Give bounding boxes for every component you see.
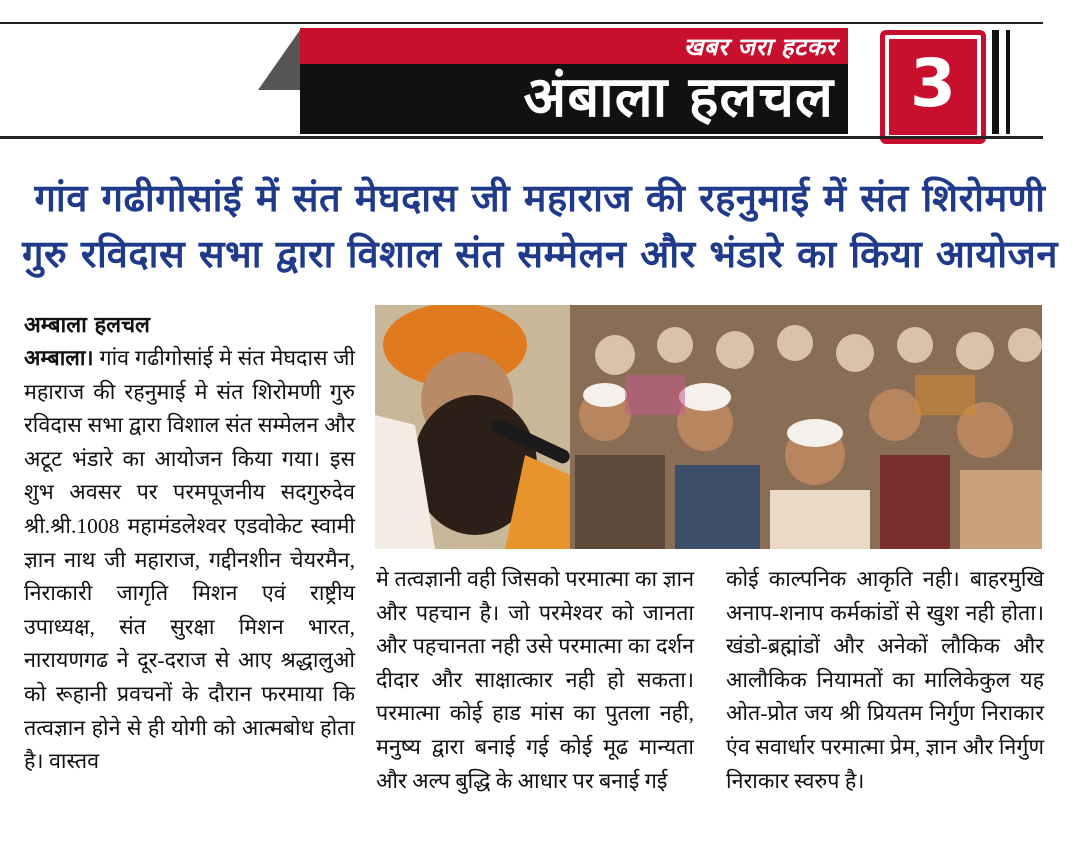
column-2-text: मे तत्वज्ञानी वही जिसको परमात्मा का ज्ञान और पहचान है। जो परमेश्वर को जानता और पहचानता नही उसे परमात्मा का दर्शन दीदार और साक्षात्कार नही हो सकता। परमात्मा कोई हाड मांस का पुतला नही, मनुष्य द्वारा बनाई गई कोई मूढ मान्यता और अल्प बुद्धि के आधार पर बनाई गई — [376, 567, 694, 793]
article-headline — [20, 170, 1060, 282]
masthead-bottom-rule — [0, 136, 1043, 139]
masthead-tagline-bar — [300, 28, 848, 64]
masthead-bar-thick — [992, 30, 999, 134]
article-photo — [375, 305, 1042, 549]
masthead-top-rule — [0, 22, 1043, 24]
headline-line-1: गांव गढीगोसांई में संत मेघदास जी महाराज की रहनुमाई में संत शिरोमणी — [34, 176, 1046, 220]
article-column-2 — [376, 563, 694, 798]
headline-line-2: गुरु रविदास सभा द्वारा विशाल संत सम्मेलन और भंडारे का किया आयोजन — [22, 232, 1058, 276]
article-column-3 — [726, 563, 1044, 798]
masthead-tagline: खबर जरा हटकर — [683, 33, 836, 61]
article-byline: अम्बाला हलचल — [24, 313, 150, 338]
masthead-title-bar — [300, 64, 848, 134]
masthead — [0, 0, 1080, 140]
photo-illustration — [375, 305, 1042, 549]
masthead-bar-thin — [1006, 30, 1010, 134]
masthead-wedge — [258, 30, 300, 90]
article-dateline: अम्बाला। — [24, 346, 94, 370]
masthead-title: अंबाला हलचल — [523, 65, 834, 130]
article-column-1 — [24, 342, 355, 779]
page-number-box — [880, 30, 986, 144]
column-1-text: गांव गढीगोसांई मे संत मेघदास जी महाराज की रहनुमाई मे संत शिरोमणी गुरु रविदास सभा द्वारा विशाल संत सम्मेलन और अटूट भंडारे का आयोजन किया गया। इस शुभ अवसर पर परमपूजनीय सदगुरुदेव श्री.श्री.1008 महामंडलेश्वर एडवोकेट स्वामी ज्ञान नाथ जी महाराज, गद्दीनशीन चेयरमैन, निराकारी जागृति मिशन एवं राष्ट्रीय उपाध्यक्ष, संत सुरक्षा मिशन भारत, नारायणगढ ने दूर-दराज से आए श्रद्धालुओ को रूहानी प्रवचनों के दौरान फरमाया कि तत्वज्ञान होने से ही योगी को आत्मबोध होता है। वास्तव — [24, 346, 355, 774]
page-number: 3 — [910, 45, 956, 122]
column-3-text: कोई काल्पनिक आकृति नही। बाहरमुखि अनाप-शनाप कर्मकांडों से खुश नही होता। खंडो-ब्रह्मांडों और अनेकों लौकिक और आलौकिक नियामतों का मालिकेकुल यह ओत-प्रोत जय श्री प्रियतम निर्गुण निराकार एंव सवार्धार परमात्मा प्रेम, ज्ञान और निर्गुण निराकार स्वरुप है। — [726, 567, 1044, 793]
